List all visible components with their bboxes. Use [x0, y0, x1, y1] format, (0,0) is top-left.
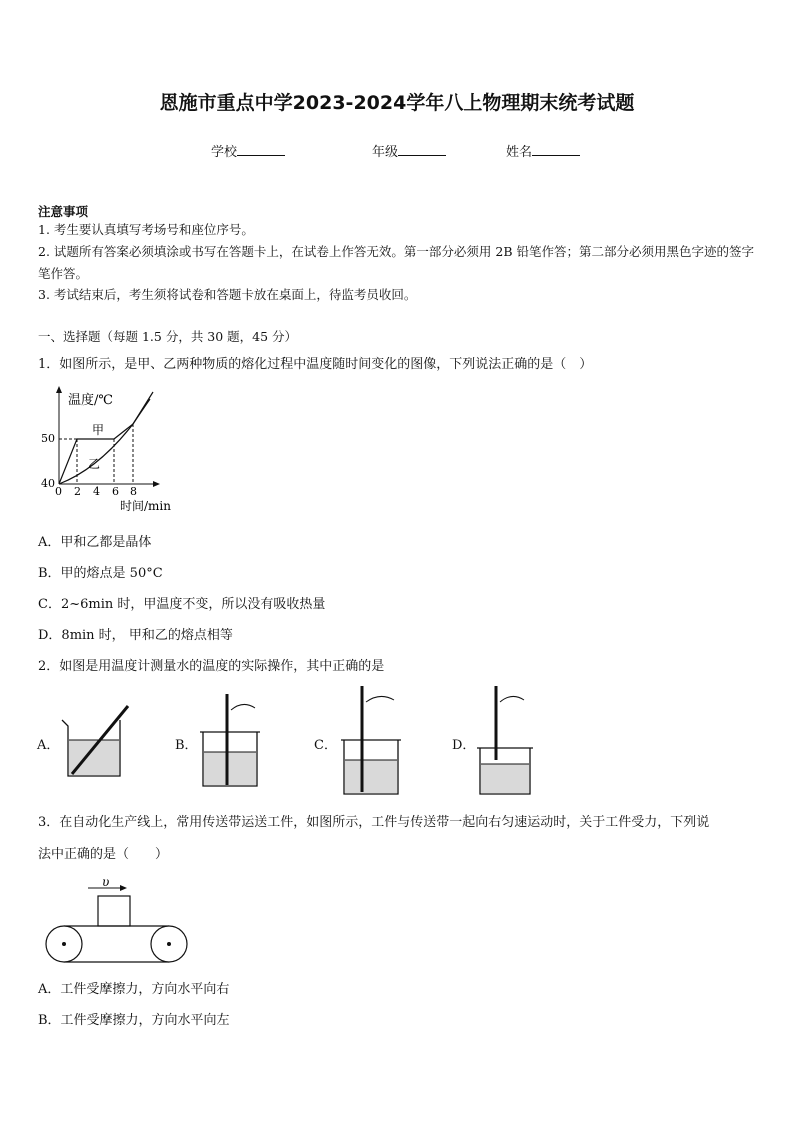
- y-tick-40: 40: [41, 477, 55, 490]
- x-axis-label: 时间/min: [120, 499, 171, 513]
- y-axis-label: 温度/℃: [68, 393, 113, 408]
- q2-label-d: D．: [452, 738, 476, 753]
- q2-figure-c: [336, 682, 411, 797]
- workpiece: [98, 896, 130, 926]
- q3-conveyor-figure: [38, 870, 198, 970]
- school-field: [211, 141, 285, 160]
- q3-option-a: A．工件受摩擦力，方向水平向右: [38, 982, 230, 997]
- grade-field: [372, 141, 446, 160]
- name-blank: [532, 143, 580, 156]
- grade-blank: [398, 143, 446, 156]
- page-title: 恩施市重点中学2023-2024学年八上物理期末统考试题: [159, 92, 635, 114]
- x-tick-8: 8: [130, 485, 137, 498]
- section1-heading: 一、选择题（每题 1.5 分，共 30 题，45 分）: [38, 329, 298, 344]
- x-tick-6: 6: [112, 485, 119, 498]
- q3-stem-line2: 法中正确的是（ ）: [38, 847, 169, 862]
- q2-figure-b: [195, 690, 270, 790]
- x-tick-4: 4: [93, 485, 100, 498]
- note-3: 3. 考试结束后，考生须将试卷和答题卡放在桌面上，待监考员收回。: [38, 287, 417, 302]
- q3-stem-line1: 3．在自动化生产线上，常用传送带运送工件，如图所示，工件与传送带一起向右匀速运动时，关于工件受力，下列说: [38, 815, 710, 830]
- x-tick-2: 2: [74, 485, 81, 498]
- school-label: 学校: [211, 145, 238, 160]
- velocity-label: υ: [102, 875, 110, 889]
- notes-heading: 注意事项: [38, 204, 89, 219]
- y-tick-50: 50: [41, 432, 55, 445]
- name-field: [506, 141, 580, 160]
- label-jia: 甲: [92, 423, 105, 437]
- q2-stem: 2．如图是用温度计测量水的温度的实际操作，其中正确的是: [38, 659, 385, 674]
- note-1: 1. 考生要认真填写考场号和座位序号。: [38, 222, 254, 237]
- q2-label-a: A．: [37, 738, 60, 753]
- q1-option-a: A．甲和乙都是晶体: [38, 535, 152, 550]
- curve-yi: [59, 399, 150, 484]
- x-axis-arrow: [153, 481, 160, 487]
- q1-option-c: C．2~6min 时，甲温度不变，所以没有吸收热量: [38, 597, 326, 612]
- q3-option-b: B．工件受摩擦力，方向水平向左: [38, 1013, 230, 1028]
- q1-graph: [38, 384, 198, 514]
- x-tick-0: 0: [55, 485, 62, 498]
- grade-label: 年级: [372, 145, 399, 160]
- label-yi: 乙: [88, 457, 101, 471]
- q2-figure-a: [60, 700, 140, 780]
- q1-option-b: B．甲的熔点是 50°C: [38, 566, 163, 581]
- school-blank: [237, 143, 285, 156]
- y-axis-arrow: [56, 386, 62, 393]
- note-2: 2. 试题所有答案必须填涂或书写在答题卡上，在试卷上作答无效。第一部分必须用 2B 铅笔作答；第二部分必须用黑色字迹的签字笔作答。: [38, 244, 754, 281]
- q2-label-b: B．: [175, 738, 198, 753]
- q1-option-d: D．8min 时， 甲和乙的熔点相等: [38, 628, 233, 643]
- q2-label-c: C．: [314, 738, 337, 753]
- q1-stem: 1．如图所示，是甲、乙两种物质的熔化过程中温度随时间变化的图像，下列说法正确的是（ ）: [38, 357, 593, 372]
- name-label: 姓名: [506, 145, 533, 160]
- q2-figure-d: [474, 682, 549, 797]
